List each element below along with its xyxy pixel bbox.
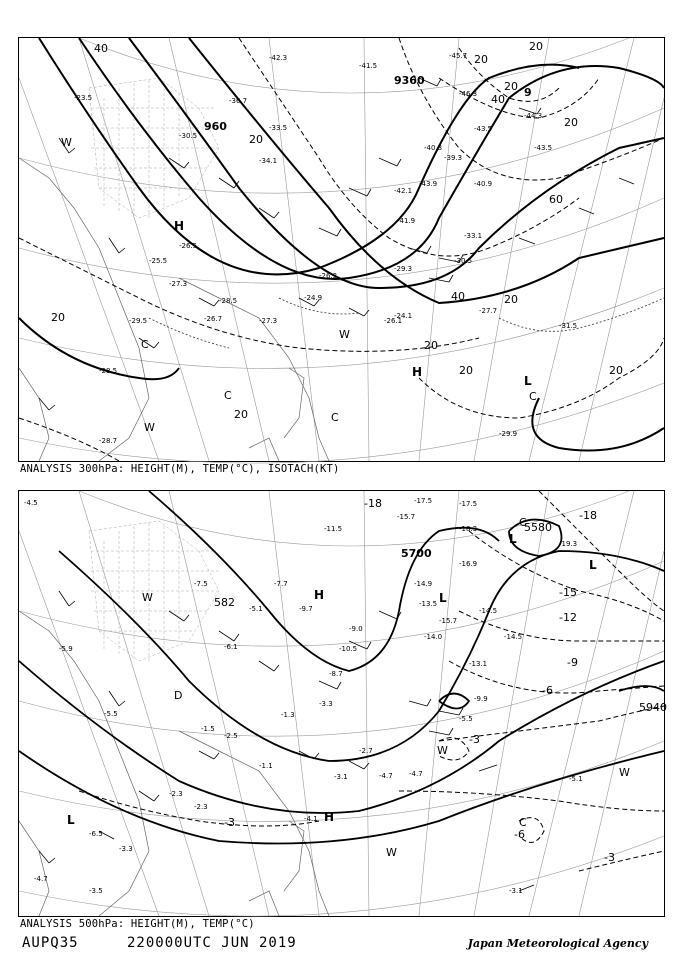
svg-text:-6: -6	[514, 828, 525, 841]
svg-text:-19.3: -19.3	[559, 540, 578, 548]
svg-text:-9.0: -9.0	[349, 625, 363, 633]
product-code: AUPQ35	[22, 935, 79, 951]
svg-text:-18.3: -18.3	[459, 525, 478, 533]
low-center: L	[439, 591, 447, 605]
svg-text:20: 20	[234, 408, 248, 421]
cold-center: C	[519, 816, 527, 829]
isotherms	[149, 298, 664, 348]
valid-time: 220000UTC JUN 2019	[127, 935, 297, 951]
svg-text:-26.7: -26.7	[204, 315, 223, 323]
land-grid	[89, 521, 219, 661]
svg-text:-27.7: -27.7	[479, 307, 498, 315]
land-grid	[89, 78, 219, 218]
svg-text:-10.5: -10.5	[339, 645, 358, 653]
contour-label-5580: 5580	[524, 521, 552, 534]
contour-label-582: 582	[214, 596, 235, 609]
low-center: L	[589, 558, 597, 572]
svg-text:-7.5: -7.5	[194, 580, 208, 588]
svg-text:-26.1: -26.1	[384, 317, 403, 325]
svg-text:-5.1: -5.1	[249, 605, 263, 613]
svg-text:-6: -6	[542, 684, 553, 697]
svg-text:-5.9: -5.9	[59, 645, 73, 653]
chart-500hpa	[18, 490, 665, 917]
caption-300hpa: ANALYSIS 300hPa: HEIGHT(M), TEMP(°C), ISOTACH(KT)	[20, 463, 340, 475]
svg-text:-3.1: -3.1	[509, 887, 523, 895]
contour-label-5700: 5700	[401, 547, 432, 560]
coastlines	[19, 158, 329, 461]
svg-text:-4.5: -4.5	[24, 499, 38, 507]
svg-text:-3.3: -3.3	[319, 700, 333, 708]
warm-center: W	[339, 328, 350, 341]
svg-text:-4.1: -4.1	[304, 815, 318, 823]
svg-text:20: 20	[504, 80, 518, 93]
svg-text:-9.7: -9.7	[299, 605, 313, 613]
svg-text:-14.0: -14.0	[424, 633, 443, 641]
svg-text:-14.5: -14.5	[479, 607, 498, 615]
svg-text:20: 20	[609, 364, 623, 377]
svg-text:-18: -18	[364, 497, 382, 510]
svg-text:-6.5: -6.5	[89, 830, 103, 838]
svg-text:-27.3: -27.3	[259, 317, 278, 325]
height-contours	[19, 38, 664, 451]
svg-text:-43.9: -43.9	[419, 180, 438, 188]
svg-text:-45.7: -45.7	[449, 52, 468, 60]
svg-text:-34.1: -34.1	[259, 157, 278, 165]
svg-text:-42.3: -42.3	[269, 54, 288, 62]
svg-text:-42.1: -42.1	[394, 187, 413, 195]
svg-text:-39.3: -39.3	[444, 154, 463, 162]
svg-text:-33.5: -33.5	[269, 124, 288, 132]
svg-text:-3: -3	[469, 733, 480, 746]
graticule-meridians	[19, 38, 664, 461]
isotachs	[19, 38, 664, 461]
graticule-parallels	[19, 38, 664, 463]
svg-text:-4.7: -4.7	[379, 772, 393, 780]
svg-text:-40.9: -40.9	[474, 180, 493, 188]
svg-text:-9: -9	[567, 656, 578, 669]
svg-text:-23.5: -23.5	[74, 94, 93, 102]
svg-text:-15.7: -15.7	[439, 617, 458, 625]
svg-text:-2.3: -2.3	[169, 790, 183, 798]
svg-text:-41.5: -41.5	[359, 62, 378, 70]
svg-text:-43.5: -43.5	[534, 144, 553, 152]
svg-text:-4.7: -4.7	[409, 770, 423, 778]
svg-text:60: 60	[549, 193, 563, 206]
svg-text:-29.9: -29.9	[499, 430, 518, 438]
contour-label-5940: 5940	[639, 701, 667, 714]
svg-text:-28.5: -28.5	[99, 367, 118, 375]
svg-text:-29.3: -29.3	[394, 265, 413, 273]
center-marker: D	[174, 689, 183, 702]
warm-center: W	[61, 136, 72, 149]
cold-center: C	[224, 389, 232, 402]
svg-text:-16.9: -16.9	[459, 560, 478, 568]
svg-text:-24.1: -24.1	[394, 312, 413, 320]
svg-text:20: 20	[564, 116, 578, 129]
map-500hpa	[19, 491, 667, 916]
svg-text:20: 20	[529, 40, 543, 53]
svg-text:-3.3: -3.3	[119, 845, 133, 853]
svg-text:40: 40	[491, 93, 505, 106]
svg-text:-26.3: -26.3	[319, 272, 338, 280]
cold-center: C	[331, 411, 339, 424]
warm-center: W	[142, 591, 153, 604]
cold-center: C	[529, 390, 537, 403]
svg-text:-26.5: -26.5	[179, 242, 198, 250]
svg-text:-4.7: -4.7	[34, 875, 48, 883]
svg-text:-13.5: -13.5	[419, 600, 438, 608]
svg-text:-3.5: -3.5	[89, 887, 103, 895]
svg-text:-17.5: -17.5	[459, 500, 478, 508]
svg-text:-2.7: -2.7	[359, 747, 373, 755]
svg-text:-3: -3	[604, 851, 615, 864]
warm-center: W	[386, 846, 397, 859]
low-center: L	[67, 813, 75, 827]
cold-center: C	[141, 338, 149, 351]
contour-label-9: 9	[524, 86, 532, 99]
svg-text:-40.3: -40.3	[424, 144, 443, 152]
low-center: L	[524, 374, 532, 388]
contour-label-9360: 9360	[394, 74, 425, 87]
svg-text:-30.5: -30.5	[179, 132, 198, 140]
warm-center: W	[144, 421, 155, 434]
svg-text:20: 20	[504, 293, 518, 306]
svg-text:-5.5: -5.5	[459, 715, 473, 723]
svg-text:-8.7: -8.7	[329, 670, 343, 678]
wind-barbs	[39, 591, 534, 891]
svg-text:-5.5: -5.5	[104, 710, 118, 718]
svg-text:20: 20	[459, 364, 473, 377]
high-center: H	[412, 365, 423, 379]
contour-label-960: 960	[204, 120, 227, 133]
isotherms	[79, 491, 664, 871]
graticule-parallels	[19, 491, 664, 916]
svg-text:-11.5: -11.5	[324, 525, 343, 533]
svg-text:20: 20	[474, 53, 488, 66]
caption-500hpa: ANALYSIS 500hPa: HEIGHT(M), TEMP(°C)	[20, 918, 255, 930]
svg-text:-1.3: -1.3	[281, 711, 295, 719]
svg-text:-13.1: -13.1	[469, 660, 488, 668]
svg-text:-30.5: -30.5	[454, 257, 473, 265]
high-center: H	[174, 219, 185, 233]
svg-text:-1.5: -1.5	[201, 725, 215, 733]
svg-text:-36.7: -36.7	[229, 97, 248, 105]
svg-text:-14.9: -14.9	[414, 580, 433, 588]
svg-text:-7.7: -7.7	[274, 580, 288, 588]
svg-text:-24.9: -24.9	[304, 294, 323, 302]
svg-text:-15.7: -15.7	[397, 513, 416, 521]
svg-text:-25.5: -25.5	[149, 257, 168, 265]
chart-300hpa	[18, 37, 665, 462]
svg-text:-2.5: -2.5	[224, 732, 238, 740]
svg-text:-41.9: -41.9	[397, 217, 416, 225]
warm-center: W	[619, 766, 630, 779]
high-center: H	[324, 810, 335, 824]
isotach-labels	[51, 40, 623, 421]
svg-text:-9.9: -9.9	[474, 695, 488, 703]
svg-text:-33.1: -33.1	[464, 232, 483, 240]
svg-text:-44.3: -44.3	[524, 112, 543, 120]
coastlines	[19, 611, 329, 916]
svg-text:-3: -3	[224, 816, 235, 829]
high-center: H	[314, 588, 325, 602]
svg-text:-5.1: -5.1	[569, 775, 583, 783]
svg-text:-3.1: -3.1	[334, 773, 348, 781]
svg-text:-43.5: -43.5	[474, 125, 493, 133]
svg-text:-18: -18	[579, 509, 597, 522]
svg-text:-28.7: -28.7	[99, 437, 118, 445]
cold-center: C	[519, 516, 527, 529]
warm-center: W	[437, 744, 448, 757]
svg-text:40: 40	[451, 290, 465, 303]
svg-text:-6.1: -6.1	[224, 643, 238, 651]
svg-text:-15: -15	[559, 586, 577, 599]
svg-text:-1.1: -1.1	[259, 762, 273, 770]
map-300hpa	[19, 38, 664, 461]
svg-text:-27.3: -27.3	[169, 280, 188, 288]
svg-text:-2.3: -2.3	[194, 803, 208, 811]
pressure-centers	[61, 136, 537, 434]
svg-text:-28.5: -28.5	[219, 297, 238, 305]
svg-text:-14.5: -14.5	[504, 633, 523, 641]
svg-text:-46.3: -46.3	[459, 90, 478, 98]
agency-name: Japan Meteorological Agency	[467, 937, 648, 950]
low-center: L	[509, 532, 517, 546]
svg-text:20: 20	[51, 311, 65, 324]
svg-text:-29.5: -29.5	[129, 317, 148, 325]
svg-text:-31.5: -31.5	[559, 322, 578, 330]
svg-text:-17.5: -17.5	[414, 497, 433, 505]
graticule-meridians	[19, 491, 664, 916]
svg-text:20: 20	[424, 339, 438, 352]
svg-text:40: 40	[94, 42, 108, 55]
svg-text:-12: -12	[559, 611, 577, 624]
svg-text:20: 20	[249, 133, 263, 146]
